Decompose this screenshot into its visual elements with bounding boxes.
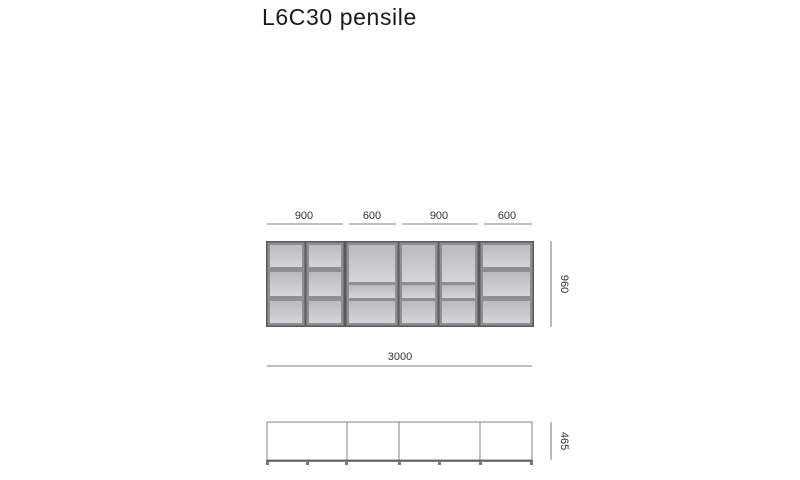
glass-door (440, 243, 478, 326)
hinge-marker (438, 462, 441, 465)
width-dimension-label: 600 (497, 210, 517, 222)
hinge-marker (530, 462, 533, 465)
width-dimension-label: 600 (362, 210, 382, 222)
depth-dimension-label: 465 (558, 431, 570, 451)
product-title: L6C30 pensile (262, 4, 417, 30)
plan-outline (267, 422, 532, 460)
height-dimension-label: 960 (558, 274, 570, 294)
width-dimension-label: 900 (294, 210, 314, 222)
width-dimension-label: 900 (429, 210, 449, 222)
glass-door (400, 243, 438, 326)
glass-door (307, 243, 344, 326)
height-dimension-group (551, 241, 570, 327)
hinge-marker (479, 462, 482, 465)
hinge-marker (266, 462, 269, 465)
cabinet-front-elevation (266, 241, 534, 327)
total-width-dimension-group (267, 351, 532, 366)
hinge-marker (398, 462, 401, 465)
glass-door (347, 243, 398, 326)
glass-door (481, 243, 533, 326)
hinge-marker (345, 462, 348, 465)
glass-door (268, 243, 305, 326)
total-width-dimension-label: 3000 (387, 351, 413, 363)
cabinet-plan-view (266, 422, 533, 465)
hinge-marker (306, 462, 309, 465)
width-dimension-group (267, 210, 532, 224)
depth-dimension-group (551, 422, 570, 460)
